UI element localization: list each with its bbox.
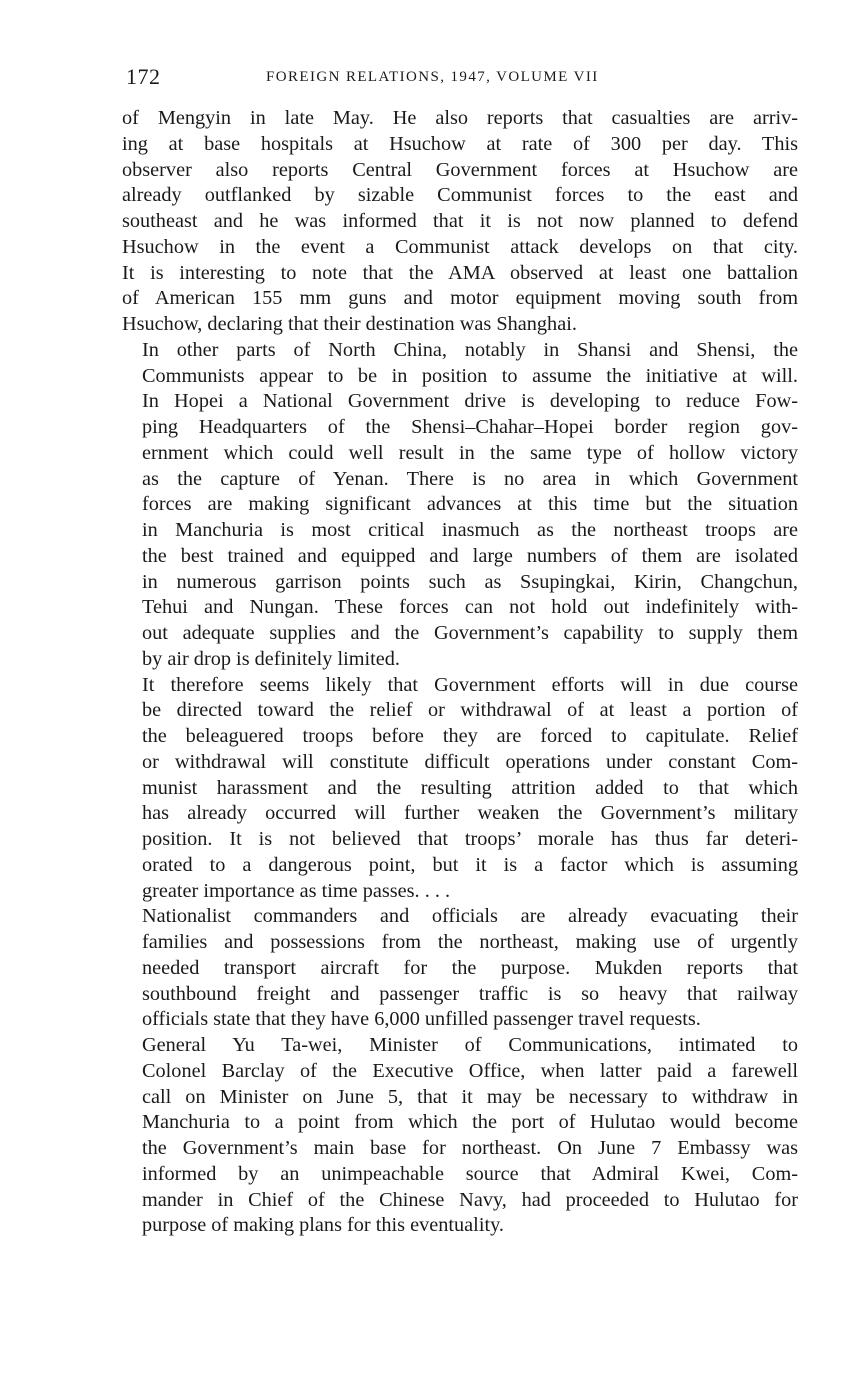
- text-line: position. It is not believed that troops’ morale has thus far deteri-: [142, 828, 798, 850]
- text-line: ing at base hospitals at Hsuchow at rate of 300 per day. This: [122, 132, 798, 155]
- text-line: in Manchuria is most critical inasmuch as the northeast troops are: [142, 519, 798, 541]
- text-line: out adequate supplies and the Government’s capability to supply them: [142, 622, 798, 644]
- text-line: Colonel Barclay of the Executive Office, when latter paid a farewell: [142, 1059, 798, 1082]
- text-line: of American 155 mm guns and motor equipment moving south from: [122, 287, 798, 310]
- text-line: It is interesting to note that the AMA observed at least one battalion: [122, 261, 798, 284]
- text-line: the beleaguered troops before they are forced to capitulate. Relief: [142, 725, 798, 747]
- text-line: munist harassment and the resulting attrition added to that which: [142, 776, 798, 799]
- text-line: in numerous garrison points such as Ssupingkai, Kirin, Changchun,: [142, 570, 798, 593]
- text-line: General Yu Ta-wei, Minister of Communications, intimated to: [142, 1034, 798, 1056]
- text-line: Tehui and Nungan. These forces can not hold out indefinitely with-: [142, 596, 798, 619]
- text-line: the Government’s main base for northeast. On June 7 Embassy was: [142, 1137, 798, 1159]
- paragraph: [122, 106, 798, 338]
- text-line: officials state that they have 6,000 unfilled passenger travel requests.: [142, 1008, 701, 1031]
- text-line: informed by an unimpeachable source that Admiral Kwei, Com-: [142, 1162, 798, 1185]
- text-line: families and possessions from the northeast, making use of urgently: [142, 931, 798, 953]
- text-line: It therefore seems likely that Government efforts will in due course: [142, 673, 798, 696]
- paragraph: [122, 673, 798, 905]
- text-line: purpose of making plans for this eventuality.: [142, 1214, 504, 1237]
- running-title: FOREIGN RELATIONS, 1947, VOLUME VII: [266, 69, 599, 85]
- body-text: [122, 106, 798, 1239]
- text-line: or withdrawal will constitute difficult operations under constant Com-: [142, 750, 798, 773]
- text-line: by air drop is definitely limited.: [142, 647, 400, 670]
- text-line: Nationalist commanders and officials are already evacuating their: [142, 905, 798, 928]
- text-line: needed transport aircraft for the purpose. Mukden reports that: [142, 956, 798, 979]
- text-line: the best trained and equipped and large numbers of them are isolated: [142, 544, 798, 567]
- text-line: mander in Chief of the Chinese Navy, had proceeded to Hulutao for: [142, 1188, 798, 1211]
- text-line: ping Headquarters of the Shensi–Chahar–Hopei border region gov-: [142, 416, 798, 438]
- page-header: [126, 64, 796, 94]
- text-line: In Hopei a National Government drive is developing to reduce Fow-: [142, 390, 798, 413]
- text-line: southeast and he was informed that it is not now planned to defend: [122, 210, 798, 232]
- text-line: be directed toward the relief or withdrawal of at least a portion of: [142, 699, 798, 722]
- page-number: 172: [126, 64, 161, 89]
- text-line: observer also reports Central Government forces at Hsuchow are: [122, 158, 798, 181]
- text-line: Hsuchow in the event a Communist attack develops on that city.: [122, 235, 798, 258]
- text-line: Communists appear to be in position to assume the initiative at will.: [142, 364, 798, 387]
- paragraph: [122, 1033, 798, 1239]
- text-line: call on Minister on June 5, that it may be necessary to withdraw in: [142, 1085, 798, 1108]
- text-line: orated to a dangerous point, but it is a factor which is assuming: [142, 853, 798, 876]
- text-line: ernment which could well result in the same type of hollow victory: [142, 441, 798, 464]
- text-line: of Mengyin in late May. He also reports that casualties are arriv-: [122, 107, 798, 129]
- paragraph: [122, 904, 798, 1033]
- text-line: as the capture of Yenan. There is no area in which Government: [142, 467, 798, 490]
- text-line: Hsuchow, declaring that their destination was Shanghai.: [122, 313, 577, 335]
- text-line: has already occurred will further weaken the Government’s military: [142, 802, 798, 825]
- paragraph: [122, 338, 798, 673]
- text-line: greater importance as time passes. . . .: [142, 879, 451, 902]
- text-line: forces are making significant advances at this time but the situation: [142, 493, 798, 516]
- text-line: southbound freight and passenger traffic is so heavy that railway: [142, 982, 798, 1005]
- text-line: In other parts of North China, notably in Shansi and Shensi, the: [142, 338, 798, 361]
- text-line: Manchuria to a point from which the port of Hulutao would become: [142, 1111, 798, 1134]
- text-line: already outflanked by sizable Communist forces to the east and: [122, 184, 798, 207]
